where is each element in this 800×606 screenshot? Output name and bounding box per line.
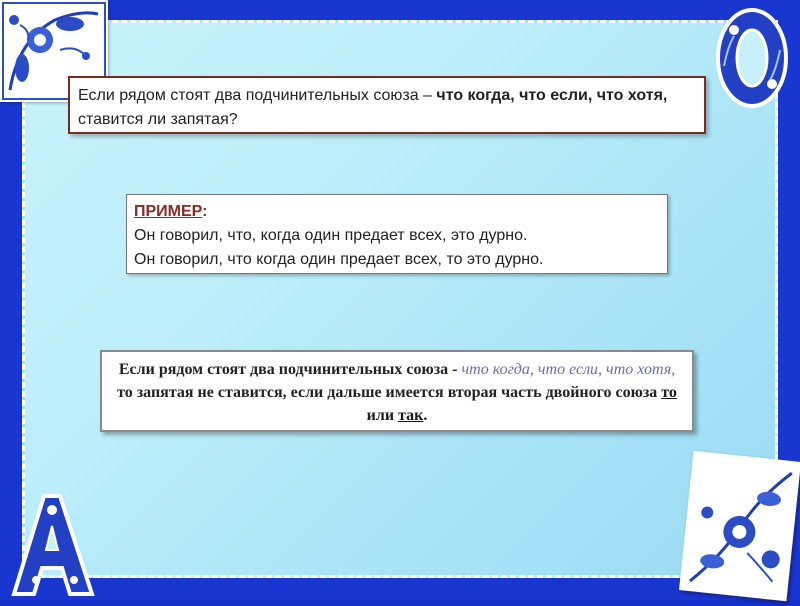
rule-word-to: то bbox=[661, 384, 677, 401]
question-conjunctions: что когда, что если, что хотя, bbox=[436, 87, 668, 104]
rule-box bbox=[100, 350, 694, 432]
question-text-start: Если рядом стоят два подчинительных союза – bbox=[78, 87, 437, 104]
floral-ornament-bottom-right bbox=[679, 451, 800, 602]
rule-conjunctions: что когда, что если, что хотя, bbox=[461, 361, 676, 378]
example-heading-colon: : bbox=[202, 203, 208, 220]
question-box bbox=[68, 76, 706, 134]
ornamental-letter-o bbox=[714, 6, 790, 110]
example-heading-line bbox=[134, 200, 660, 224]
example-heading: ПРИМЕР bbox=[134, 203, 203, 220]
rule-text-end: . bbox=[423, 407, 428, 424]
rule-text-start: Если рядом стоят два подчинительных союза - bbox=[118, 361, 462, 378]
question-text-end: ставится ли запятая? bbox=[78, 111, 238, 128]
rule-text-middle: то запятая не ставится, если дальше имеется вторая часть двойного союза bbox=[117, 384, 662, 401]
rule-text-or: или bbox=[366, 407, 399, 424]
example-box bbox=[126, 194, 668, 274]
example-sentence-2: Он говорил, что когда один предает всех, то это дурно. bbox=[134, 251, 544, 268]
example-sentence-1: Он говорил, что, когда один предает всех, это дурно. bbox=[134, 227, 528, 244]
ornamental-letter-a bbox=[6, 488, 98, 598]
rule-word-tak: так bbox=[398, 407, 424, 424]
